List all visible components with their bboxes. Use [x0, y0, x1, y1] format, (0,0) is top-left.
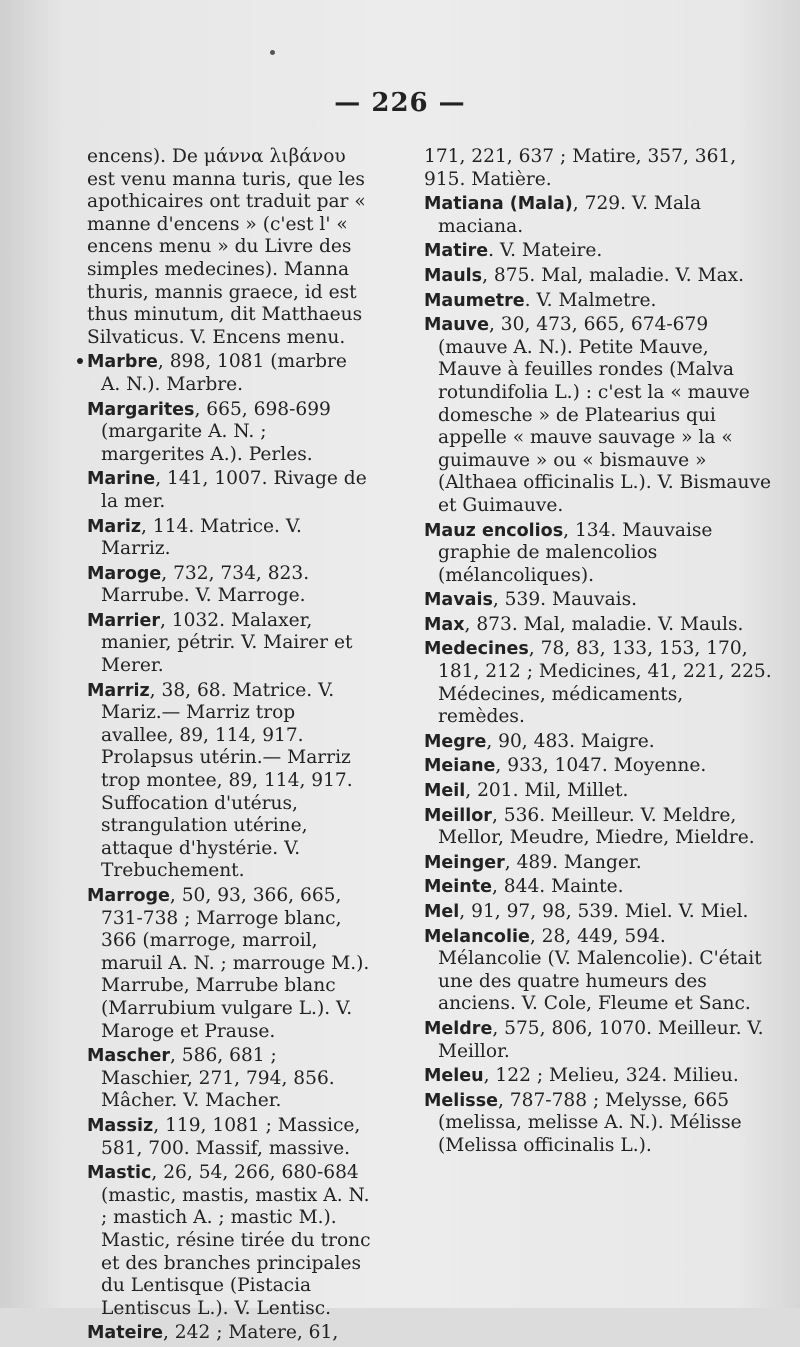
entry-definition: , 26, 54, 266, 680-684 (mastic, mastis, mastix A. N. ; mastich A. ; mastic M.). Mastic, résine tirée du tronc et des branches principales du Lentisque (Pistacia Lentiscus L.). V. Lentisc.: [101, 1162, 371, 1319]
dictionary-entry: [87, 1322, 372, 1345]
dictionary-entry: [424, 290, 772, 313]
entry-definition: , 30, 473, 665, 674-679 (mauve A. N.). Petite Mauve, Mauve à feuilles rondes (Malva rotundifolia L.) : c'est la « mauve domesche » de Platearius qui appelle « mauve sauvage » la « guimauve » ou « bismauve » (Althaea officinalis L.). V. Bismauve et Guimauve.: [438, 314, 771, 516]
entry-headword: Mauz encolios: [424, 520, 564, 541]
entry-definition: , 242 ; Matere, 61,: [162, 1322, 339, 1344]
dictionary-entry: [87, 399, 372, 467]
entry-definition: . V. Malmetre.: [524, 289, 657, 311]
entry-definition: , 536. Meilleur. V. Meldre, Mellor, Meudre, Miedre, Mieldre.: [438, 804, 755, 849]
dictionary-entry: [424, 1065, 772, 1088]
entry-headword: Mastic: [87, 1163, 152, 1184]
dictionary-entry: [87, 610, 372, 678]
dictionary-entry: [87, 1162, 372, 1320]
dictionary-entry: [424, 193, 772, 238]
entry-definition: , 787-788 ; Melysse, 665 (melissa, melisse A. N.). Mélisse (Melissa officinalis L.).: [438, 1089, 742, 1156]
dictionary-entry: [87, 1115, 372, 1160]
dictionary-entry: [424, 755, 772, 778]
dictionary-entry: [424, 805, 772, 850]
entry-headword: Meinte: [424, 877, 492, 898]
entry-headword: Mauls: [424, 265, 483, 286]
dictionary-entry: [424, 852, 772, 875]
entry-headword: Marine: [87, 469, 156, 490]
dictionary-entry: [424, 901, 772, 924]
dictionary-entry: [87, 468, 372, 513]
dictionary-entry: [424, 146, 772, 191]
ink-speck: [270, 50, 275, 55]
entry-definition: , 114. Matrice. V. Marriz.: [101, 515, 302, 560]
entry-headword: Marroge: [87, 886, 170, 906]
entry-definition: , 91, 97, 98, 539. Miel. V. Miel.: [459, 901, 749, 922]
dictionary-entry: [87, 680, 372, 883]
page-number: — 226 —: [334, 88, 466, 118]
dictionary-entry: [87, 885, 372, 1043]
entry-headword: Mel: [424, 902, 460, 922]
entry-definition: , 665, 698-699 (margarite A. N. ; margerites A.). Perles.: [101, 398, 331, 465]
dictionary-entry: [424, 240, 772, 263]
entry-headword: Marriz: [87, 680, 150, 701]
entry-definition: , 898, 1081 (marbre A. N.). Marbre.: [101, 351, 347, 395]
dictionary-entry: [424, 589, 772, 612]
entry-definition: , 489. Manger.: [504, 851, 642, 873]
entry-headword: Maroge: [87, 563, 162, 584]
entry-headword: Matiana (Mala): [424, 194, 573, 215]
dictionary-entry: [424, 265, 772, 288]
entry-headword: Margarites: [87, 399, 195, 420]
entry-headword: Meleu: [424, 1066, 484, 1087]
entry-definition: , 539. Mauvais.: [492, 589, 638, 611]
bullet-mark: [77, 358, 83, 364]
entry-definition: , 575, 806, 1070. Meilleur. V. Meillor.: [438, 1017, 764, 1062]
dictionary-entry: [424, 780, 772, 803]
entry-headword: Mavais: [424, 590, 493, 611]
entry-headword: Medecines: [424, 639, 529, 660]
entry-headword: Matire: [424, 241, 489, 262]
entry-headword: Mauve: [424, 315, 489, 336]
dictionary-entry: [424, 731, 772, 754]
entry-headword: Max: [424, 614, 465, 635]
entry-headword: Meiane: [424, 756, 496, 777]
entry-definition: , 875. Mal, maladie. V. Max.: [482, 264, 745, 286]
dictionary-entry: [87, 146, 372, 349]
entry-definition: encens). De μάννα λιβάνου est venu manna turis, que les apothicaires ont traduit par « manne d'encens » (c'est l' « encens menu » du Livre des simples medecines). Manna thuris, mannis graece, id est thus minutum, dit Matthaeus Silvaticus. V. Encens menu.: [87, 146, 366, 348]
entry-definition: , 134. Mauvaise graphie de malencolios (mélancoliques).: [438, 519, 713, 586]
entry-definition: , 201. Mil, Millet.: [465, 780, 629, 802]
dictionary-entry: [424, 1090, 772, 1158]
entry-headword: Mariz: [87, 516, 142, 537]
entry-definition: . V. Mateire.: [488, 240, 603, 262]
entry-definition: , 141, 1007. Rivage de la mer.: [101, 468, 367, 512]
left-column: [87, 146, 372, 1347]
entry-definition: , 933, 1047. Moyenne.: [495, 755, 707, 777]
dictionary-entry: [424, 926, 772, 1016]
dictionary-entry: [424, 638, 772, 728]
right-column: [424, 146, 772, 1160]
entry-headword: Megre: [424, 731, 487, 752]
entry-definition: , 122 ; Melieu, 324. Milieu.: [483, 1065, 739, 1087]
entry-definition: , 729. V. Mala maciana.: [438, 193, 702, 237]
entry-definition: , 50, 93, 366, 665, 731-738 ; Marroge blanc, 366 (marroge, marroil, maruil A. N. ; marrouge M.). Marrube, Marrube blanc (Marrubium vulgare L.). V. Maroge et Prause.: [101, 885, 370, 1042]
dictionary-entry: [87, 1045, 372, 1113]
entry-definition: 171, 221, 637 ; Matire, 357, 361, 915. Matière.: [424, 146, 737, 190]
entry-headword: Meldre: [424, 1018, 493, 1039]
entry-definition: , 78, 83, 133, 153, 170, 181, 212 ; Medicines, 41, 221, 225. Médecines, médicaments, remèdes.: [438, 638, 772, 728]
dictionary-entry: [87, 351, 372, 396]
entry-headword: Maumetre: [424, 290, 525, 311]
entry-definition: , 844. Mainte.: [491, 876, 624, 898]
dictionary-entry: [424, 520, 772, 588]
entry-headword: Meil: [424, 781, 466, 802]
entry-definition: , 119, 1081 ; Massice, 581, 700. Massif, massive.: [101, 1114, 361, 1159]
entry-definition: , 873. Mal, maladie. V. Mauls.: [464, 613, 744, 635]
entry-headword: Melancolie: [424, 926, 530, 947]
entry-headword: Marbre: [87, 352, 158, 373]
entry-definition: , 732, 734, 823. Marrube. V. Marroge.: [101, 562, 310, 607]
entry-definition: , 90, 483. Maigre.: [486, 730, 655, 752]
entry-definition: , 586, 681 ; Maschier, 271, 794, 856. Mâcher. V. Macher.: [101, 1045, 335, 1112]
entry-definition: , 28, 449, 594. Mélancolie (V. Malencolie). C'était une des quatre humeurs des anciens. V. Cole, Fleume et Sanc.: [438, 925, 762, 1015]
entry-headword: Mascher: [87, 1046, 170, 1067]
entry-headword: Mateire: [87, 1323, 163, 1344]
entry-headword: Marrier: [87, 610, 160, 631]
entry-headword: Meillor: [424, 805, 492, 826]
dictionary-entry: [424, 614, 772, 637]
entry-headword: Meinger: [424, 852, 505, 873]
entry-definition: , 1032. Malaxer, manier, pétrir. V. Mairer et Merer.: [101, 609, 353, 677]
entry-definition: , 38, 68. Matrice. V. Mariz.— Marriz trop avallee, 89, 114, 917. Prolapsus utérin.— Marriz trop montee, 89, 114, 917. Suffocation d'utérus, strangulation utérine, attaque d'hystérie. V. Trebuchement.: [101, 679, 353, 882]
dictionary-entry: [424, 876, 772, 899]
dictionary-entry: [424, 1018, 772, 1063]
entry-headword: Melisse: [424, 1090, 498, 1111]
entry-headword: Massiz: [87, 1115, 154, 1136]
dictionary-entry: [424, 314, 772, 517]
dictionary-entry: [87, 563, 372, 608]
dictionary-entry: [87, 516, 372, 561]
